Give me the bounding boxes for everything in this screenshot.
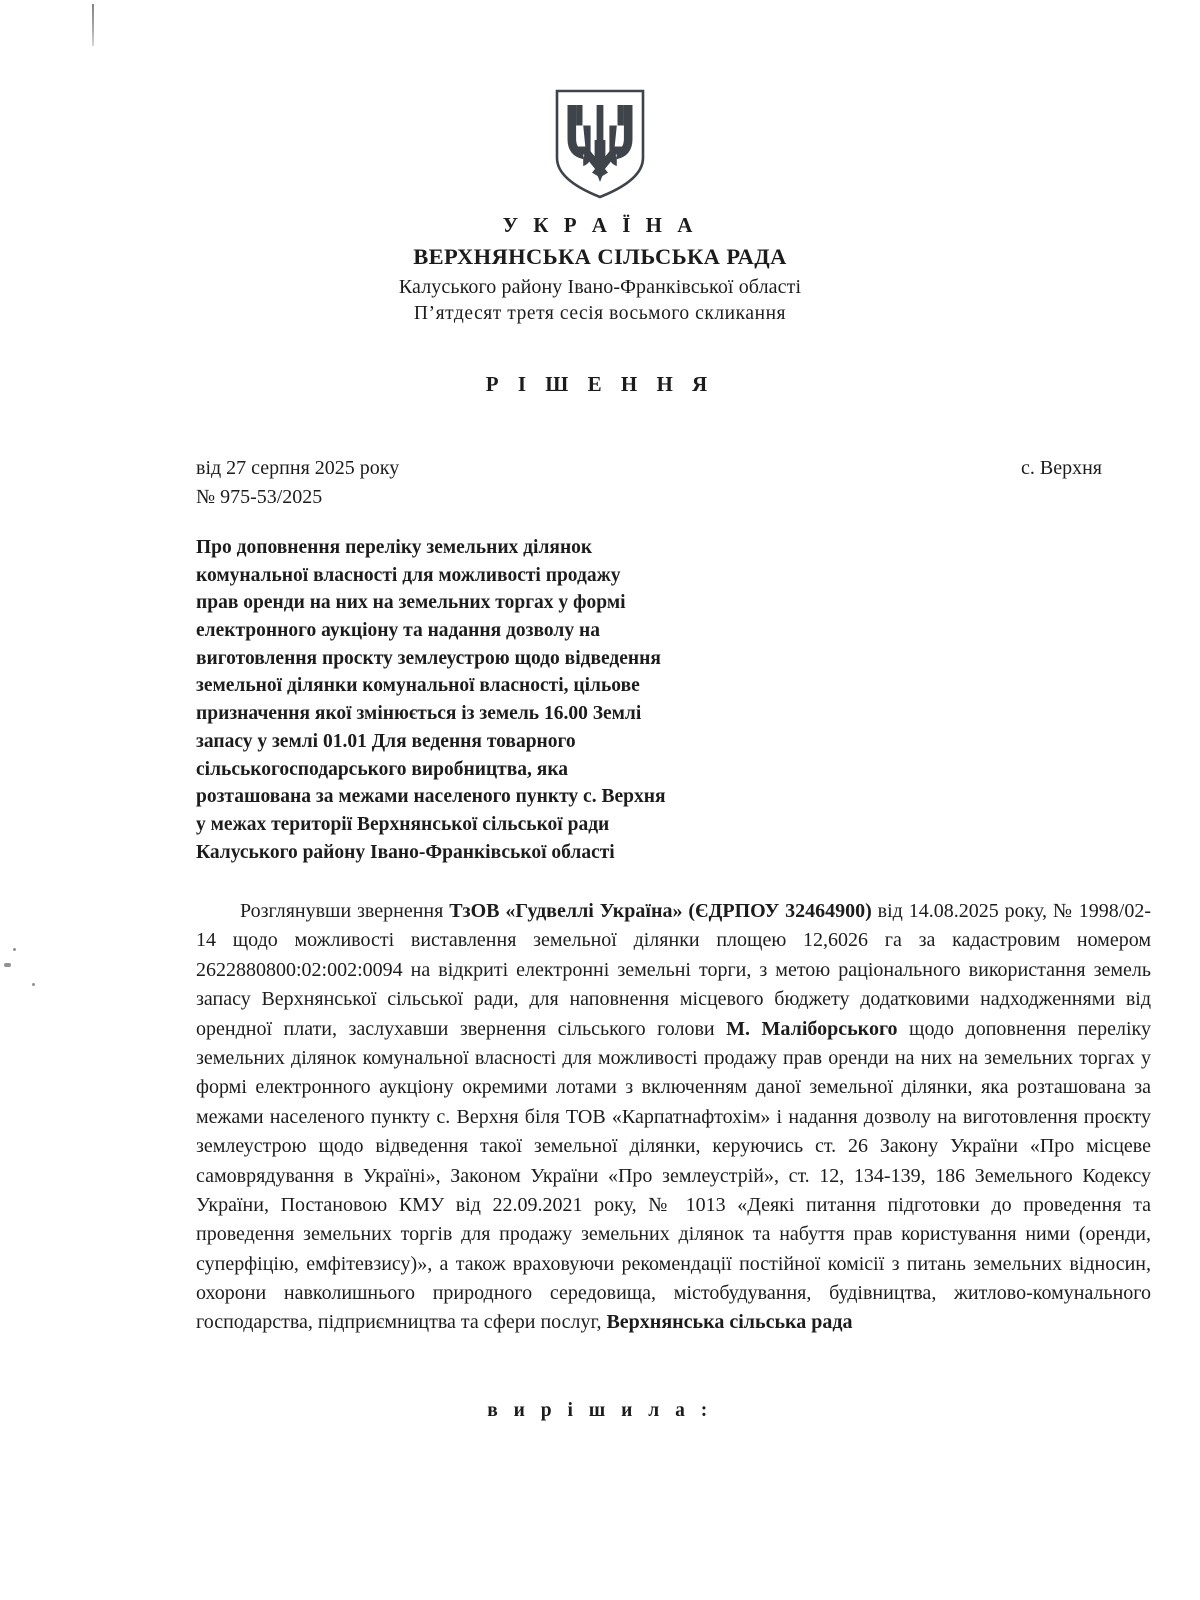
subject-line: виготовлення проскту землеустрою щодо відведення — [196, 647, 661, 669]
scan-artifact-speck — [4, 963, 11, 967]
subject-line: призначення якої змінюється із земель 16.00 Землі — [196, 703, 642, 725]
region-subtitle: Калуського району Івано-Франківської області — [398, 275, 802, 298]
subject-line: запасу у землі 01.01 Для ведення товарного — [196, 730, 576, 752]
scan-artifact-speck — [13, 948, 16, 951]
subject-line: комунальної власності для можливості продажу — [196, 564, 621, 586]
subject-line: електронного аукціону та надання дозволу на — [196, 620, 600, 642]
document-date: від 27 серпня 2025 року — [196, 457, 400, 479]
document-kind-heading: Р І Ш Е Н Н Я — [485, 372, 715, 396]
scan-artifact-streak — [92, 4, 94, 46]
body-emphasis: ТзОВ «Гудвеллі Україна» (ЄДРПОУ 32464900) — [449, 900, 872, 922]
subject-line: у межах території Верхнянської сільської ради — [196, 813, 610, 835]
subject-line: земельної ділянки комунальної власності, цільове — [196, 675, 640, 697]
body-emphasis: М. Маліборського — [726, 1017, 898, 1040]
subject-block — [196, 534, 776, 866]
country-title: У К Р А Ї Н А — [502, 213, 698, 237]
subject-line: Про доповнення переліку земельних ділянок — [196, 537, 593, 558]
subject-line: Калуського району Івано-Франківської області — [196, 841, 615, 863]
body-emphasis: Верхнянська сільська рада — [606, 1311, 853, 1334]
session-subtitle: П’ятдесят третя сесія восьмого скликання — [413, 302, 787, 324]
body-run: від 14.08.2025 року, № 1998/02-14 щодо можливості виставлення земельної ділянки площею 12,6026 га за кадастровим номером 2622880800:02:002:0094 на відкриті електронні земельні торги, з метою раціонального використання земель запасу Верхнянської сільської ради, для наповнення місцевого бюджету додатковими надходженнями від орендної плати, заслухавши звернення сільського голови — [196, 900, 1151, 1040]
subject-line: розташована за межами населеного пункту с. Верхня — [196, 786, 666, 808]
body-run: щодо доповнення переліку земельних ділянок комунальної власності для можливості продажу прав оренди на них на земельних торгах у формі електронного аукціону окремими лотами з включенням даної земельної ділянки, яка розташована за межами населеного пункту с. Верхня біля ТОВ «Карпатнафтохім» і надання дозволу на виготовлення проєкту землеустрою щодо відведення такої земельної ділянки, керуючись ст. 26 Закону України «Про місцеве самоврядування в Україні», Законом України «Про землеустрій», ст. 12, 134-139, 186 Земельного Кодексу України, Постановою КМУ від 22.09.2021 року, № 1013 «Деякі питання підготовки до проведення та проведення земельних торгів для продажу земельних ділянок та набуття прав користування ними (оренди, суперфіцію, емфітевзису)», а також враховуючи рекомендації постійної комісії з питань земельних відносин, охорони навколишнього природного середовища, містобудування, будівництва, житлово-комунального господарства, підприємництва та сфери послуг, — [196, 1017, 1151, 1334]
document-number: № 975-53/2025 — [196, 486, 323, 508]
body-paragraph — [196, 897, 1151, 1338]
coat-of-arms-block — [0, 88, 1200, 200]
ukrainian-trident-coat-of-arms-icon — [553, 88, 647, 200]
council-title: ВЕРХНЯНСЬКА СІЛЬСЬКА РАДА — [413, 244, 787, 270]
subject-line: прав оренди на них на земельних торгах у формі — [196, 592, 626, 614]
document-meta-left — [196, 454, 399, 512]
document-meta-row — [196, 454, 1102, 512]
body-run: Розглянувши звернення — [240, 900, 450, 922]
scan-artifact-speck — [32, 983, 35, 986]
subject-line: сільськогосподарського виробництва, яка — [196, 758, 569, 780]
body-paragraph-text — [196, 897, 1151, 1338]
letterhead — [0, 212, 1200, 326]
document-place: с. Верхня — [1021, 457, 1102, 479]
resolved-label: в и р і ш и л а : — [487, 1400, 713, 1421]
